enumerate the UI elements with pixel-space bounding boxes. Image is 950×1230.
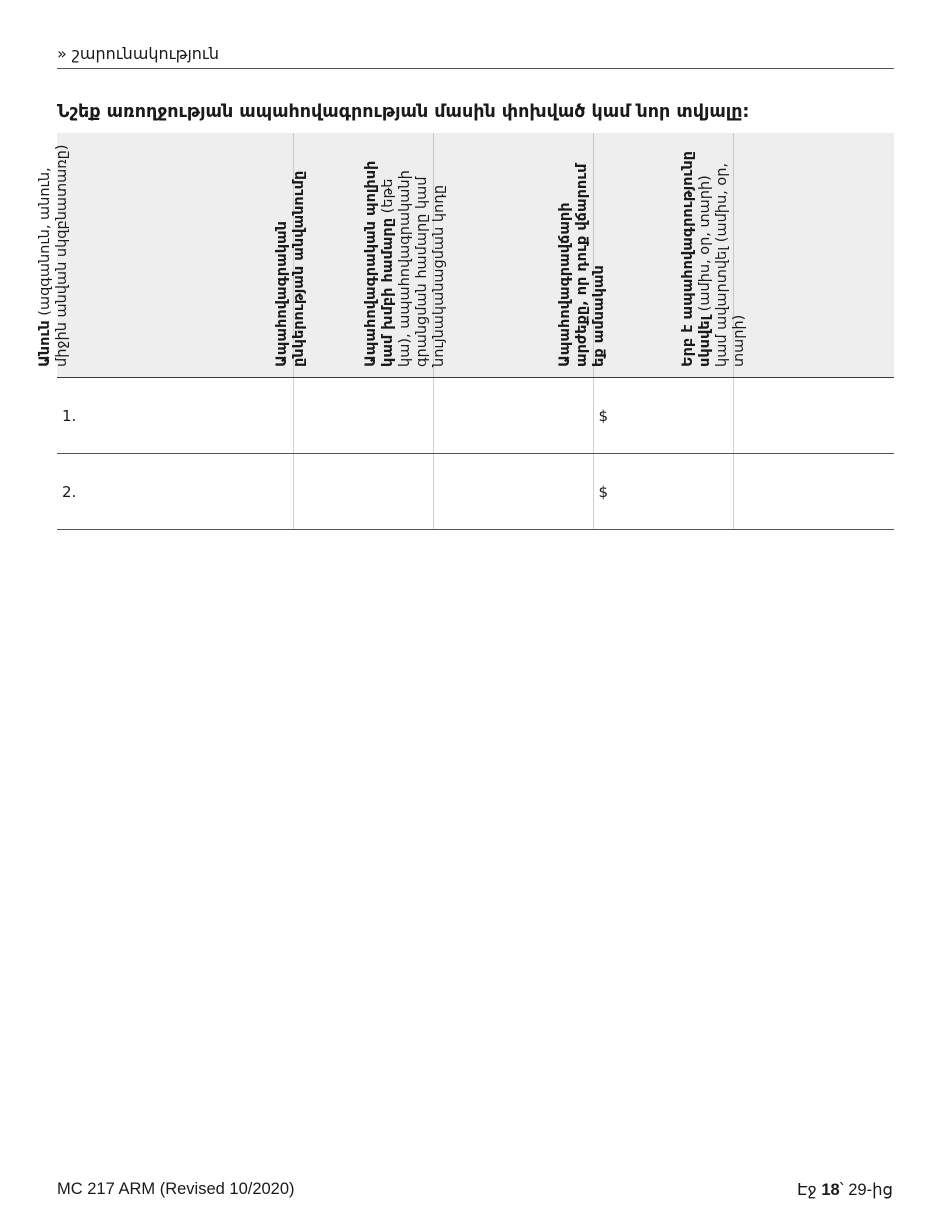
company-cell[interactable] (293, 378, 433, 454)
premium-cell[interactable]: $ (593, 378, 733, 454)
section-heading: Նշեք առողջության ապահովագրության մասին փոխված կամ նոր տվյալը: (57, 102, 750, 122)
row-number-cell: 1. (57, 378, 293, 454)
policy-cell[interactable] (433, 378, 593, 454)
column-header-dates-note: (ամիս, օր, տարի) կամ ավարտվել (ամիս, օր, տարի) (696, 163, 747, 367)
insurance-table-wrapper (37, 133, 894, 530)
page-indicator (797, 1180, 893, 1200)
page-suffix: ՝ 29-ից (839, 1181, 893, 1199)
column-header-dates (679, 133, 894, 378)
column-header-name-bold: Անուն (37, 320, 53, 367)
policy-cell[interactable] (433, 454, 593, 530)
column-header-policy-bold: Ապահովագրական պոլիսի կամ խմբի համարը (362, 160, 396, 367)
continuation-label: » շարունակություն (57, 44, 220, 63)
column-header-company-bold: Ապահովագրական ընկերության անվանումը (273, 170, 307, 367)
dates-cell[interactable] (733, 378, 894, 454)
row-number-cell: 2. (57, 454, 293, 530)
table-row (57, 378, 894, 454)
company-cell[interactable] (293, 454, 433, 530)
page-number: 18 (821, 1181, 840, 1199)
form-id: MC 217 ARM (Revised 10/2020) (57, 1180, 295, 1198)
column-header-premium-bold: Ապահովագրավճարի արժեքը, որ դուք վճարում եք ամսական (556, 163, 607, 367)
column-header-name-note: (ազգանուն, անուն, միջին անվան սկզբնատառը) (37, 144, 70, 367)
column-header-name (37, 133, 293, 378)
table-row (57, 454, 894, 530)
table-header-row (57, 133, 894, 378)
column-header-dates-bold: Երբ է ապահովագրությունը սկսվել (679, 151, 713, 367)
premium-cell[interactable]: $ (593, 454, 733, 530)
insurance-table (37, 133, 894, 530)
page-prefix: Էջ (796, 1181, 822, 1199)
header-rule (57, 68, 894, 69)
column-header-policy-note: (եթե կա), ապահովագրականի գրանցման համարը կամ նույնականացման կոդը (379, 170, 447, 367)
dates-cell[interactable] (733, 454, 894, 530)
